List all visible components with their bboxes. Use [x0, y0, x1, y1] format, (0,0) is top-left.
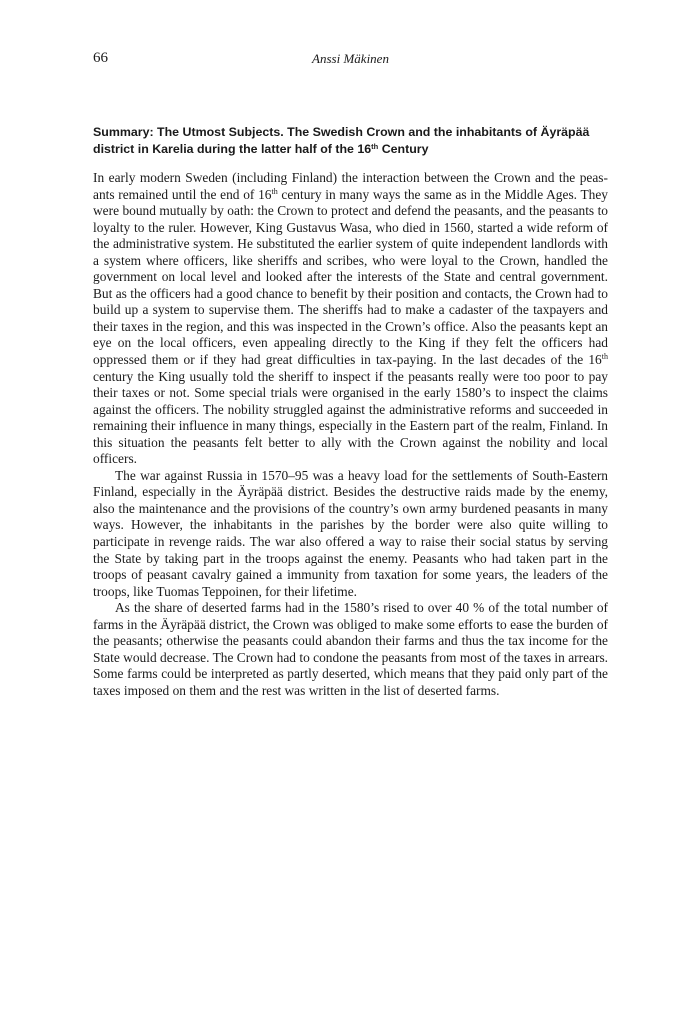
summary-paragraph-1 — [93, 170, 608, 468]
paragraph-1-text-b: century in many ways the same as in the Middle Ages. They were bound mutually by oath: the Crown to protect and defend the peasants, and the peasants to loyalty to the ruler. However, King Gustavus Wasa, who died in 1560, started a wide reform of the administrative system. He substituted the earlier system of quite independent landlords with a system where officers, like sheriffs and scribes, who were loyal to the Crown, handled the government on local level and looked after the interests of the State and central government. But as the officers had a good chance to benefit by their position and contacts, the Crown had to build up a system to supervise them. The sheriffs had to make a cadaster of the taxpayers and their taxes in the region, and this was inspected in the Crown’s office. Also the peasants kept an eye on the local officers, even appealing directly to the King if they felt the officers had oppressed them or if they had great difficulties in tax-paying. In the last decades of the 16 — [93, 186, 608, 368]
summary-heading-tail: Century — [378, 141, 429, 156]
running-header — [93, 50, 608, 70]
paragraph-1-text-a: In early modern Sweden (including Finland) the interaction between the Crown and the peasants remained until the end of 16 — [93, 170, 608, 202]
summary-heading — [93, 124, 608, 157]
paragraph-1-superscript-2: th — [601, 352, 608, 362]
summary-heading-superscript: th — [371, 141, 379, 151]
paragraph-1-superscript-1: th — [271, 186, 278, 196]
running-header-author: Anssi Mäkinen — [312, 51, 389, 66]
summary-heading-text: Summary: The Utmost Subjects. The Swedish Crown and the inhabitants of Äyräpää district in Karelia during the latter half of the 16 — [93, 125, 590, 156]
page-number: 66 — [93, 50, 108, 66]
summary-paragraph-3: As the share of deserted farms had in the 1580’s rised to over 40 % of the total number of farms in the Äyräpää district, the Crown was obliged to make some efforts to ease the burden of the peasants; otherwise the peasants could abandon their farms and thus the tax income for the State would decrease. The Crown had to condone the peasants from most of the taxes in arrears. Some farms could be interpreted as partly deserted, which means that they paid only part of the taxes imposed on them and the rest was written in the list of deserted farms. — [93, 600, 608, 698]
summary-body — [93, 170, 608, 700]
summary-paragraph-2: The war against Russia in 1570–95 was a heavy load for the settlements of South-Eastern Finland, especially in the Äyräpää district. Besides the destructive raids made by the enemy, also the maintenance and the provisions of the country’s own army burdened peasants in many ways. However, the inhabitants in the parishes by the border were also quite willing to participate in revenge raids. The war also offered a way to raise their social status by serving the State by taking part in the troops against the enemy. Peasants who had taken part in the troops of peasant cavalry gained a immunity from taxation for some years, the leaders of the troops, like Tuomas Teppoinen, for their lifetime. — [93, 467, 608, 599]
paragraph-1-text-c: century the King usually told the sheriff to inspect if the peasants really were too poor to pay their taxes or not. Some special trials were organised in the early 1580’s to inspect the claims against the officers. The nobility struggled against the administrative reforms and succeeded in remaining their influence in many things, especially in the Eastern part of the realm, Finland. In this situation the peasants felt better to ally with the Crown against the nobility and local officers. — [93, 368, 608, 467]
